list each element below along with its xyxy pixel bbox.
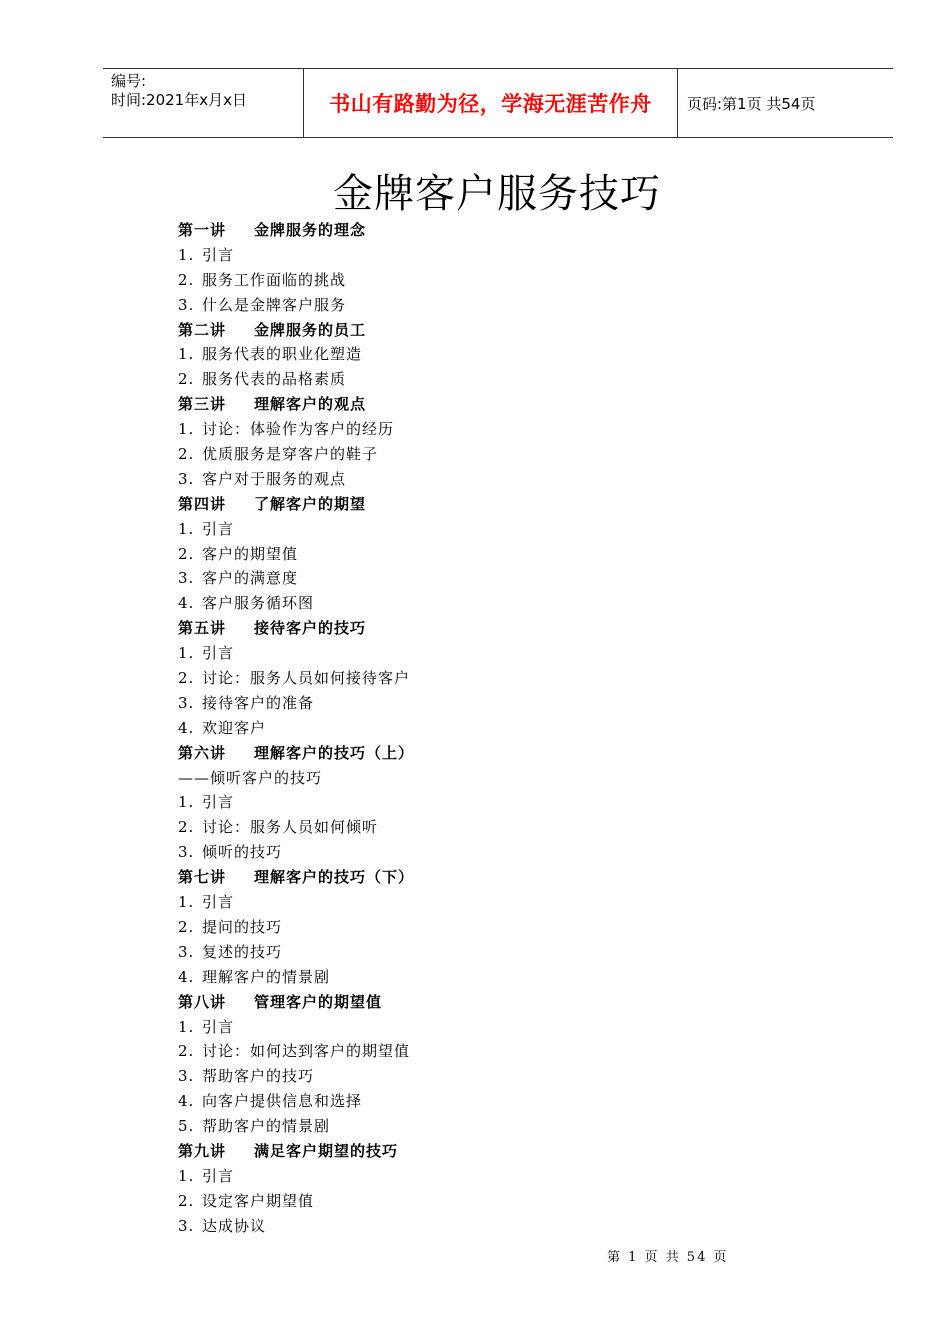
toc-item	[178, 1064, 414, 1089]
item-text: 什么是金牌客户服务	[202, 295, 347, 314]
item-number: 1.	[178, 893, 195, 912]
item-number: 1.	[178, 345, 195, 364]
lecture-number: 第六讲	[178, 743, 227, 762]
item-text: 引言	[202, 1017, 235, 1036]
lecture-number: 第四讲	[178, 494, 227, 513]
toc-item	[178, 1114, 414, 1139]
motto-text: 书山有路勤为径，学海无涯苦作舟	[329, 91, 652, 116]
toc-item	[178, 915, 414, 940]
item-number: 3.	[178, 295, 195, 314]
toc-item	[178, 840, 414, 865]
lecture-heading	[178, 741, 414, 766]
lecture-title: 满足客户期望的技巧	[254, 1141, 399, 1160]
item-number: 2.	[178, 445, 195, 464]
toc-item	[178, 940, 414, 965]
item-number: 4.	[178, 718, 195, 737]
item-text: 引言	[202, 1166, 235, 1185]
item-number: 2.	[178, 669, 195, 688]
toc-item	[178, 766, 414, 791]
item-number: 2.	[178, 544, 195, 563]
item-number: 2.	[178, 1191, 195, 1210]
toc-item	[178, 467, 414, 492]
item-text: 帮助客户的技巧	[202, 1067, 315, 1086]
item-number: 4.	[178, 1092, 195, 1111]
item-number: 1.	[178, 245, 195, 264]
item-text: 引言	[202, 245, 235, 264]
item-number: 2.	[178, 1042, 195, 1061]
document-header	[103, 68, 893, 138]
toc-item	[178, 965, 414, 990]
time-label: 时间:2021年x月x日	[111, 91, 247, 109]
lecture-heading	[178, 1139, 414, 1164]
toc-item	[178, 1039, 414, 1064]
lecture-number: 第一讲	[178, 221, 227, 239]
toc-item	[178, 268, 414, 293]
item-number: 3.	[178, 1067, 195, 1086]
item-number: 3.	[178, 1216, 195, 1235]
item-number: 4.	[178, 967, 195, 986]
lecture-number: 第五讲	[178, 619, 227, 638]
lecture-heading	[178, 616, 414, 641]
toc-item	[178, 815, 414, 840]
toc-item	[178, 641, 414, 666]
header-page-cell	[678, 69, 893, 137]
item-text: 帮助客户的情景剧	[202, 1117, 331, 1136]
item-text: 讨论：服务人员如何接待客户	[202, 669, 411, 688]
toc-item	[178, 243, 414, 268]
item-number: 1.	[178, 1166, 195, 1185]
item-number: 2.	[178, 917, 195, 936]
item-text: 欢迎客户	[202, 718, 267, 737]
item-number: 1.	[178, 420, 195, 439]
lecture-title: 理解客户的技巧（上）	[254, 743, 415, 762]
toc-item	[178, 716, 414, 741]
item-number: 2.	[178, 370, 195, 389]
header-motto-cell	[304, 69, 678, 137]
item-text: 提问的技巧	[202, 917, 283, 936]
toc-item	[178, 1089, 414, 1114]
item-text: 讨论：体验作为客户的经历	[202, 420, 395, 439]
item-number: 1.	[178, 644, 195, 663]
lecture-title: 理解客户的观点	[254, 395, 367, 414]
item-text: 复述的技巧	[202, 942, 283, 961]
item-text: 服务代表的品格素质	[202, 370, 347, 389]
item-number: 1.	[178, 519, 195, 538]
lecture-heading	[178, 392, 414, 417]
item-number: 2.	[178, 270, 195, 289]
toc-item	[178, 542, 414, 567]
toc-item	[178, 566, 414, 591]
item-text: 向客户提供信息和选择	[202, 1092, 363, 1111]
toc-item	[178, 442, 414, 467]
item-number: 3.	[178, 469, 195, 488]
item-number: 3.	[178, 693, 195, 712]
item-text: 接待客户的准备	[202, 693, 315, 712]
item-text: 客户的期望值	[202, 544, 299, 563]
lecture-heading	[178, 492, 414, 517]
lecture-title: 理解客户的技巧（下）	[254, 868, 415, 887]
lecture-heading	[178, 218, 414, 243]
item-number: 1.	[178, 1017, 195, 1036]
lecture-heading	[178, 990, 414, 1015]
lecture-heading	[178, 865, 414, 890]
item-text: 客户的满意度	[202, 569, 299, 588]
lecture-number: 第七讲	[178, 868, 227, 887]
lecture-number: 第八讲	[178, 992, 227, 1011]
lecture-title: 了解客户的期望	[254, 494, 367, 513]
toc-item	[178, 1015, 414, 1040]
item-text: 理解客户的情景剧	[202, 967, 331, 986]
document-title: 金牌客户服务技巧	[333, 171, 661, 217]
toc-item	[178, 342, 414, 367]
item-number: 5.	[178, 1117, 195, 1136]
item-text: 客户对于服务的观点	[202, 469, 347, 488]
table-of-contents	[178, 218, 414, 1239]
toc-item	[178, 1164, 414, 1189]
item-text: 客户服务循环图	[202, 594, 315, 613]
code-label: 编号:	[111, 72, 147, 90]
item-number: 2.	[178, 818, 195, 837]
lecture-number: 第三讲	[178, 395, 227, 414]
lecture-number: 第九讲	[178, 1141, 227, 1160]
item-text: 讨论：如何达到客户的期望值	[202, 1042, 411, 1061]
item-text: 服务工作面临的挑战	[202, 270, 347, 289]
toc-item	[178, 1189, 414, 1214]
item-number: 3.	[178, 942, 195, 961]
item-text: 引言	[202, 793, 235, 812]
lecture-number: 第二讲	[178, 320, 227, 339]
header-left-cell	[103, 69, 304, 137]
item-text: ——倾听客户的技巧	[178, 768, 323, 787]
toc-item	[178, 666, 414, 691]
item-text: 引言	[202, 519, 235, 538]
item-text: 优质服务是穿客户的鞋子	[202, 445, 379, 464]
lecture-title: 管理客户的期望值	[254, 992, 383, 1011]
item-number: 4.	[178, 594, 195, 613]
page-footer: 第 1 页 共 54 页	[607, 1250, 729, 1265]
toc-item	[178, 417, 414, 442]
lecture-heading	[178, 318, 414, 343]
toc-item	[178, 790, 414, 815]
toc-item	[178, 890, 414, 915]
item-number: 1.	[178, 793, 195, 812]
item-text: 倾听的技巧	[202, 843, 283, 862]
toc-item	[178, 1214, 414, 1239]
item-text: 设定客户期望值	[202, 1191, 315, 1210]
toc-item	[178, 591, 414, 616]
item-text: 讨论：服务人员如何倾听	[202, 818, 379, 837]
page-info: 页码:第1页 共54页	[687, 94, 816, 113]
item-number: 3.	[178, 569, 195, 588]
item-text: 达成协议	[202, 1216, 267, 1235]
item-text: 服务代表的职业化塑造	[202, 345, 363, 364]
lecture-title: 金牌服务的员工	[254, 320, 367, 339]
lecture-title: 接待客户的技巧	[254, 619, 367, 638]
toc-item	[178, 517, 414, 542]
toc-item	[178, 293, 414, 318]
toc-item	[178, 367, 414, 392]
lecture-title: 金牌服务的理念	[254, 221, 367, 239]
item-text: 引言	[202, 893, 235, 912]
toc-item	[178, 691, 414, 716]
item-text: 引言	[202, 644, 235, 663]
item-number: 3.	[178, 843, 195, 862]
